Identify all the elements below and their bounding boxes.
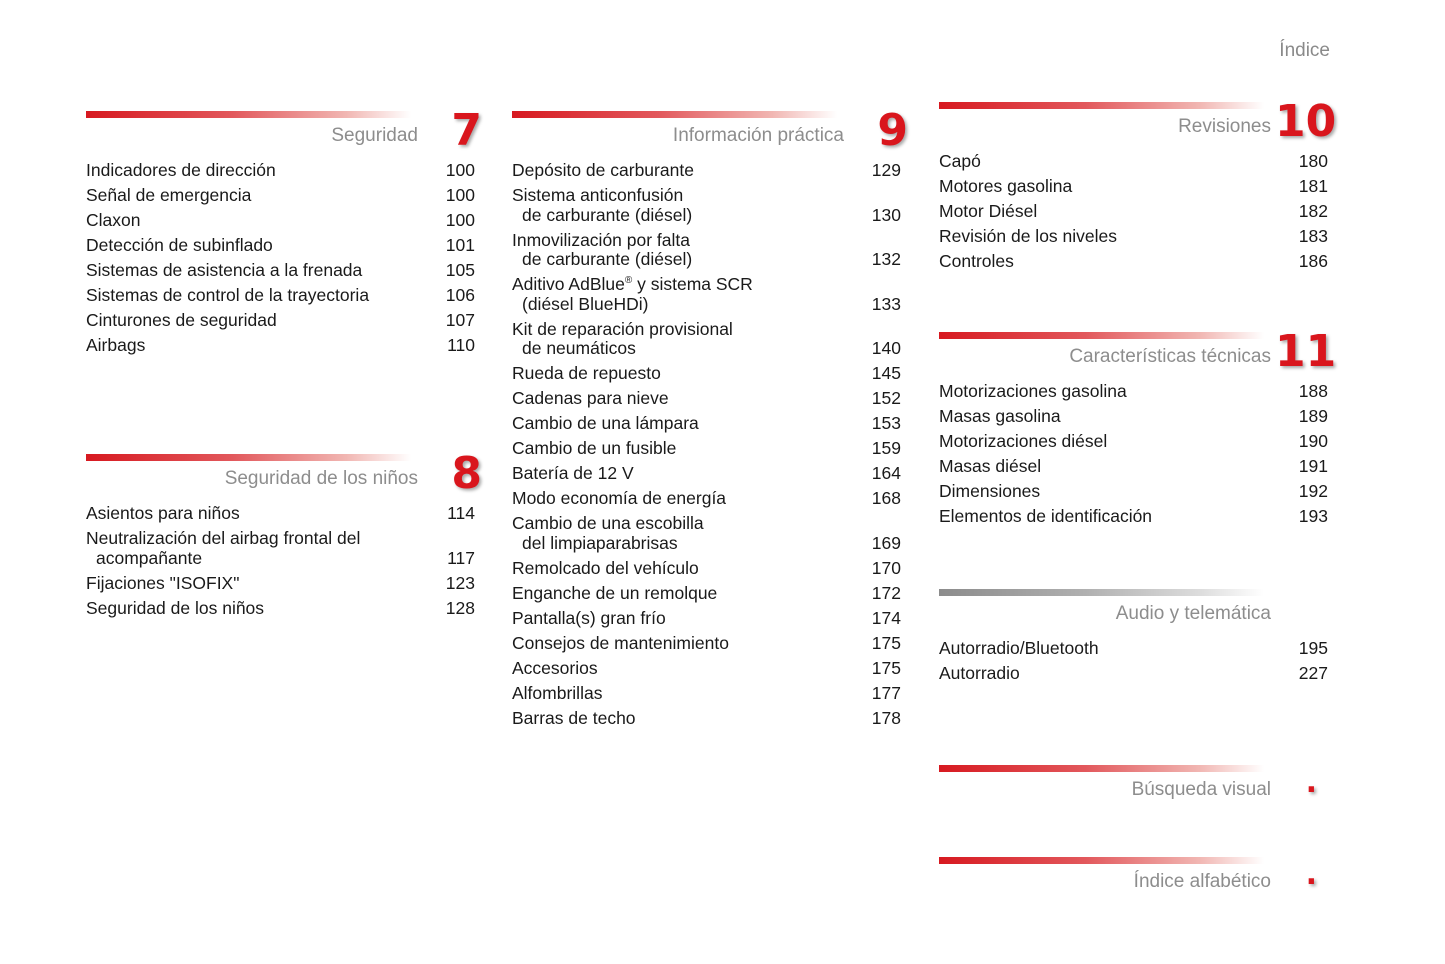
toc-entry[interactable] <box>939 152 1339 177</box>
section-informacion-practica <box>512 105 912 734</box>
entry-title <box>512 389 842 409</box>
entry-title-line2: acompañante <box>96 547 203 568</box>
section-seguridad <box>86 105 486 361</box>
chapter-marker[interactable]: . <box>1305 857 1317 892</box>
page-number: 100 <box>445 160 475 180</box>
page-number: 110 <box>447 335 475 355</box>
section-bar <box>939 332 1264 339</box>
section-title[interactable]: Búsqueda visual <box>1131 779 1271 800</box>
entry-title-line: Cambio de una lámpara <box>512 413 699 433</box>
page-number: 140 <box>871 338 901 358</box>
section-title[interactable]: Audio y telemática <box>1115 603 1271 624</box>
entry-title <box>512 659 842 679</box>
section-caracteristicas-tecnicas <box>939 326 1339 532</box>
page-number: 117 <box>447 547 475 568</box>
entry-title-line: Remolcado del vehículo <box>512 557 699 578</box>
entry-title-line: Seguridad de los niños <box>86 597 265 618</box>
section-bar <box>939 765 1264 772</box>
entry-title-line: Sistemas de control de la trayectoria <box>86 285 370 305</box>
chapter-number[interactable]: 9 <box>877 105 908 156</box>
page-number: 132 <box>871 249 901 269</box>
entry-title-line: Cinturones de seguridad <box>86 310 277 330</box>
entry-title-line: Controles <box>939 251 1014 271</box>
page-number: 145 <box>871 363 901 383</box>
entry-title-line: Accesorios <box>512 657 598 678</box>
toc-entry[interactable] <box>939 177 1339 202</box>
page-number: 164 <box>871 463 901 483</box>
toc-entry[interactable] <box>86 161 486 186</box>
entry-title <box>512 414 842 434</box>
page-number: 193 <box>1298 506 1328 526</box>
section-seguridad-ninos <box>86 448 486 624</box>
entry-title-line2: de carburante (diésel) <box>522 204 693 225</box>
toc-entry[interactable] <box>512 584 912 609</box>
page-number: 168 <box>871 488 901 508</box>
entry-title-line: Pantalla(s) gran frío <box>512 607 666 628</box>
page-number: 100 <box>445 185 475 205</box>
page-number: 133 <box>871 293 901 314</box>
section-title[interactable]: Seguridad de los niños <box>224 468 418 489</box>
page-number: 190 <box>1298 431 1328 451</box>
toc-entry[interactable] <box>512 659 912 684</box>
entry-title-rest: y sistema SCR <box>632 274 753 294</box>
chapter-number[interactable]: 10 <box>1275 96 1337 147</box>
toc-entry[interactable] <box>512 559 912 584</box>
entry-title <box>512 320 842 359</box>
page-number: 175 <box>871 657 901 678</box>
entry-title <box>939 407 1269 427</box>
page-number: 105 <box>445 260 475 280</box>
entry-title-line: Elementos de identificación <box>939 506 1153 526</box>
entry-title <box>939 432 1269 452</box>
entry-title-line: Sistema anticonfusión <box>512 185 684 205</box>
toc-entry[interactable] <box>939 382 1339 407</box>
toc-entry[interactable] <box>86 286 486 311</box>
page-number: 130 <box>871 204 901 225</box>
entry-title-line: Enganche de un remolque <box>512 582 718 603</box>
page-number: 189 <box>1298 406 1328 426</box>
entry-title <box>512 609 842 629</box>
entry-title <box>86 161 416 181</box>
toc-entry[interactable] <box>512 320 912 365</box>
entry-title <box>512 231 842 270</box>
section-title[interactable]: Revisiones <box>1178 116 1271 137</box>
toc-entry[interactable] <box>512 414 912 439</box>
entry-title-line: Cadenas para nieve <box>512 388 669 408</box>
entry-title-line: Kit de reparación provisional <box>512 318 733 339</box>
toc-entry[interactable] <box>512 634 912 659</box>
entry-title <box>939 457 1269 477</box>
entry-title-line2: de neumáticos <box>522 338 636 358</box>
entry-title-line: Claxon <box>86 210 141 230</box>
section-title[interactable]: Características técnicas <box>1069 346 1271 367</box>
entry-title <box>86 336 416 356</box>
page-number: 114 <box>447 503 475 523</box>
page-number: 182 <box>1298 201 1328 221</box>
toc-entry[interactable] <box>512 609 912 634</box>
entry-title-line2: (diésel BlueHDi) <box>522 293 649 314</box>
entry-title <box>512 559 842 579</box>
entry-title <box>512 161 842 181</box>
entry-title <box>512 634 842 654</box>
toc-entry[interactable] <box>939 252 1339 277</box>
section-title[interactable]: Información práctica <box>672 125 844 146</box>
toc-entry[interactable] <box>512 709 912 734</box>
section-header <box>939 589 1339 639</box>
section-header <box>939 857 1339 907</box>
section-header <box>86 448 486 504</box>
toc-entry[interactable] <box>86 599 486 624</box>
entry-title-line: Airbags <box>86 335 146 355</box>
page-number: 181 <box>1298 176 1328 196</box>
entry-title-line: Barras de techo <box>512 707 636 728</box>
toc-entry[interactable] <box>512 364 912 389</box>
section-bar <box>512 111 837 118</box>
entry-title <box>939 202 1269 222</box>
section-bar <box>939 589 1264 596</box>
toc-list <box>939 382 1339 532</box>
toc-list <box>86 161 486 361</box>
entry-title <box>512 364 842 384</box>
entry-title <box>512 709 842 729</box>
entry-title <box>939 507 1269 527</box>
section-bar <box>86 454 411 461</box>
page-number: 107 <box>445 310 475 330</box>
section-bar <box>939 102 1264 109</box>
entry-title <box>939 177 1269 197</box>
entry-title-line2: del limpiaparabrisas <box>522 532 678 553</box>
entry-title-line: Motorizaciones gasolina <box>939 381 1127 401</box>
toc-entry[interactable] <box>86 186 486 211</box>
page-number: 153 <box>871 413 901 433</box>
entry-title-line: Fijaciones "ISOFIX" <box>86 572 240 593</box>
entry-title-line: Indicadores de dirección <box>86 160 276 180</box>
entry-title-line: Inmovilización por falta <box>512 229 690 250</box>
toc-entry[interactable] <box>86 336 486 361</box>
entry-title-line: Cambio de un fusible <box>512 438 677 458</box>
entry-title-line: Cambio de una escobilla <box>512 513 704 533</box>
page-number: 106 <box>445 285 475 305</box>
page-number: 172 <box>871 582 901 603</box>
toc-list <box>86 504 486 624</box>
entry-title <box>512 489 842 509</box>
section-header <box>939 765 1339 815</box>
entry-title <box>86 574 416 594</box>
toc-entry[interactable] <box>512 161 912 186</box>
section-title[interactable]: Seguridad <box>331 125 418 146</box>
page-number: 186 <box>1298 251 1328 271</box>
entry-title-line: Consejos de mantenimiento <box>512 632 729 653</box>
toc-entry[interactable] <box>939 432 1339 457</box>
entry-title-line: Asientos para niños <box>86 503 240 523</box>
toc-entry[interactable] <box>86 529 486 574</box>
toc-list <box>939 152 1339 277</box>
page-number: 178 <box>871 707 901 728</box>
entry-title-line: Modo economía de energía <box>512 488 727 508</box>
toc-entry[interactable] <box>939 457 1339 482</box>
page-label: Índice <box>1279 40 1330 61</box>
section-busqueda-visual <box>939 765 1339 815</box>
entry-title-line: Alfombrillas <box>512 682 603 703</box>
toc-entry[interactable] <box>512 514 912 559</box>
entry-title-line: Masas gasolina <box>939 406 1061 426</box>
section-bar <box>939 857 1264 864</box>
section-header <box>939 96 1339 152</box>
toc-entry[interactable] <box>512 389 912 414</box>
toc-list <box>512 161 912 734</box>
entry-title <box>512 464 842 484</box>
entry-title-line: Motor Diésel <box>939 201 1038 221</box>
entry-title-line: Batería de 12 V <box>512 463 634 483</box>
page-number: 191 <box>1298 456 1328 476</box>
page-number: 188 <box>1298 381 1328 401</box>
entry-title <box>939 482 1269 502</box>
toc-entry[interactable] <box>512 464 912 489</box>
toc-entry[interactable] <box>86 504 486 529</box>
entry-title <box>512 186 842 225</box>
section-revisiones <box>939 96 1339 277</box>
toc-entry[interactable] <box>939 202 1339 227</box>
entry-title-line: Autorradio/Bluetooth <box>939 638 1099 658</box>
toc-entry[interactable] <box>939 639 1339 664</box>
entry-title-line: Depósito de carburante <box>512 160 694 180</box>
page-number: 159 <box>871 438 901 458</box>
entry-title <box>86 529 416 568</box>
page-number: 175 <box>871 632 901 653</box>
page-number: 192 <box>1298 481 1328 501</box>
toc-entry[interactable] <box>512 231 912 276</box>
page-number: 100 <box>445 210 475 230</box>
entry-title <box>86 211 416 231</box>
entry-title-line: Masas diésel <box>939 456 1042 476</box>
toc-entry[interactable] <box>939 664 1339 689</box>
page-number: 180 <box>1298 151 1328 171</box>
chapter-number[interactable]: 7 <box>451 105 482 156</box>
toc-entry[interactable] <box>512 439 912 464</box>
page-number: 101 <box>445 235 475 255</box>
chapter-number[interactable]: 8 <box>451 448 482 499</box>
entry-title-line: Autorradio <box>939 663 1020 683</box>
toc-entry[interactable] <box>86 574 486 599</box>
registered-mark: ® <box>624 275 633 287</box>
page-number: 170 <box>871 557 901 578</box>
section-title[interactable]: Índice alfabético <box>1133 871 1271 892</box>
entry-title-line: Revisión de los niveles <box>939 226 1118 246</box>
entry-title <box>86 599 416 619</box>
entry-title <box>939 252 1269 272</box>
section-header <box>86 105 486 161</box>
chapter-marker[interactable]: . <box>1305 765 1317 800</box>
entry-title <box>86 311 416 331</box>
entry-title <box>512 684 842 704</box>
toc-entry[interactable] <box>939 482 1339 507</box>
entry-title-line: Motorizaciones diésel <box>939 431 1108 451</box>
entry-title <box>86 236 416 256</box>
entry-title-line: Neutralización del airbag frontal del <box>86 528 361 548</box>
entry-title-line2: de carburante (diésel) <box>522 249 693 269</box>
entry-title <box>512 584 842 604</box>
page-number: 195 <box>1298 638 1328 658</box>
toc-entry[interactable] <box>86 311 486 336</box>
page-number: 183 <box>1298 226 1328 246</box>
toc-entry[interactable] <box>939 507 1339 532</box>
toc-entry[interactable] <box>512 684 912 709</box>
page-number: 227 <box>1298 663 1328 683</box>
entry-title-line: Rueda de repuesto <box>512 363 661 383</box>
page-number: 169 <box>871 532 901 553</box>
page-number: 128 <box>445 597 475 618</box>
entry-title <box>86 504 416 524</box>
page-number: 123 <box>445 572 475 593</box>
page-number: 129 <box>871 160 901 180</box>
entry-title <box>939 639 1269 659</box>
toc-list <box>939 639 1339 689</box>
entry-title <box>939 664 1269 684</box>
toc-entry[interactable] <box>939 407 1339 432</box>
toc-entry[interactable] <box>512 186 912 231</box>
entry-title-line: Detección de subinflado <box>86 235 273 255</box>
entry-title <box>512 514 842 553</box>
entry-title <box>86 286 416 306</box>
toc-entry[interactable] <box>512 489 912 514</box>
entry-title-line: Motores gasolina <box>939 176 1073 196</box>
section-header <box>939 326 1339 382</box>
toc-entry[interactable] <box>86 261 486 286</box>
section-indice-alfabetico <box>939 857 1339 907</box>
toc-entry[interactable] <box>512 275 912 320</box>
entry-title <box>939 152 1269 172</box>
section-audio-telematica <box>939 589 1339 689</box>
toc-entry[interactable] <box>939 227 1339 252</box>
entry-title <box>939 227 1269 247</box>
entry-title-line: Aditivo AdBlue <box>512 274 625 294</box>
entry-title-line: Señal de emergencia <box>86 185 252 205</box>
page-number: 152 <box>871 388 901 408</box>
entry-title <box>939 382 1269 402</box>
entry-title <box>512 439 842 459</box>
entry-title <box>86 261 416 281</box>
entry-title-line: Sistemas de asistencia a la frenada <box>86 260 363 280</box>
toc-entry[interactable] <box>86 236 486 261</box>
entry-title-line: Dimensiones <box>939 481 1041 501</box>
section-bar <box>86 111 411 118</box>
toc-entry[interactable] <box>86 211 486 236</box>
entry-title <box>512 275 842 314</box>
chapter-number[interactable]: 11 <box>1275 326 1337 377</box>
entry-title <box>86 186 416 206</box>
page-number: 174 <box>871 607 901 628</box>
page-number: 177 <box>871 682 901 703</box>
section-header <box>512 105 912 161</box>
entry-title-line: Capó <box>939 151 981 171</box>
